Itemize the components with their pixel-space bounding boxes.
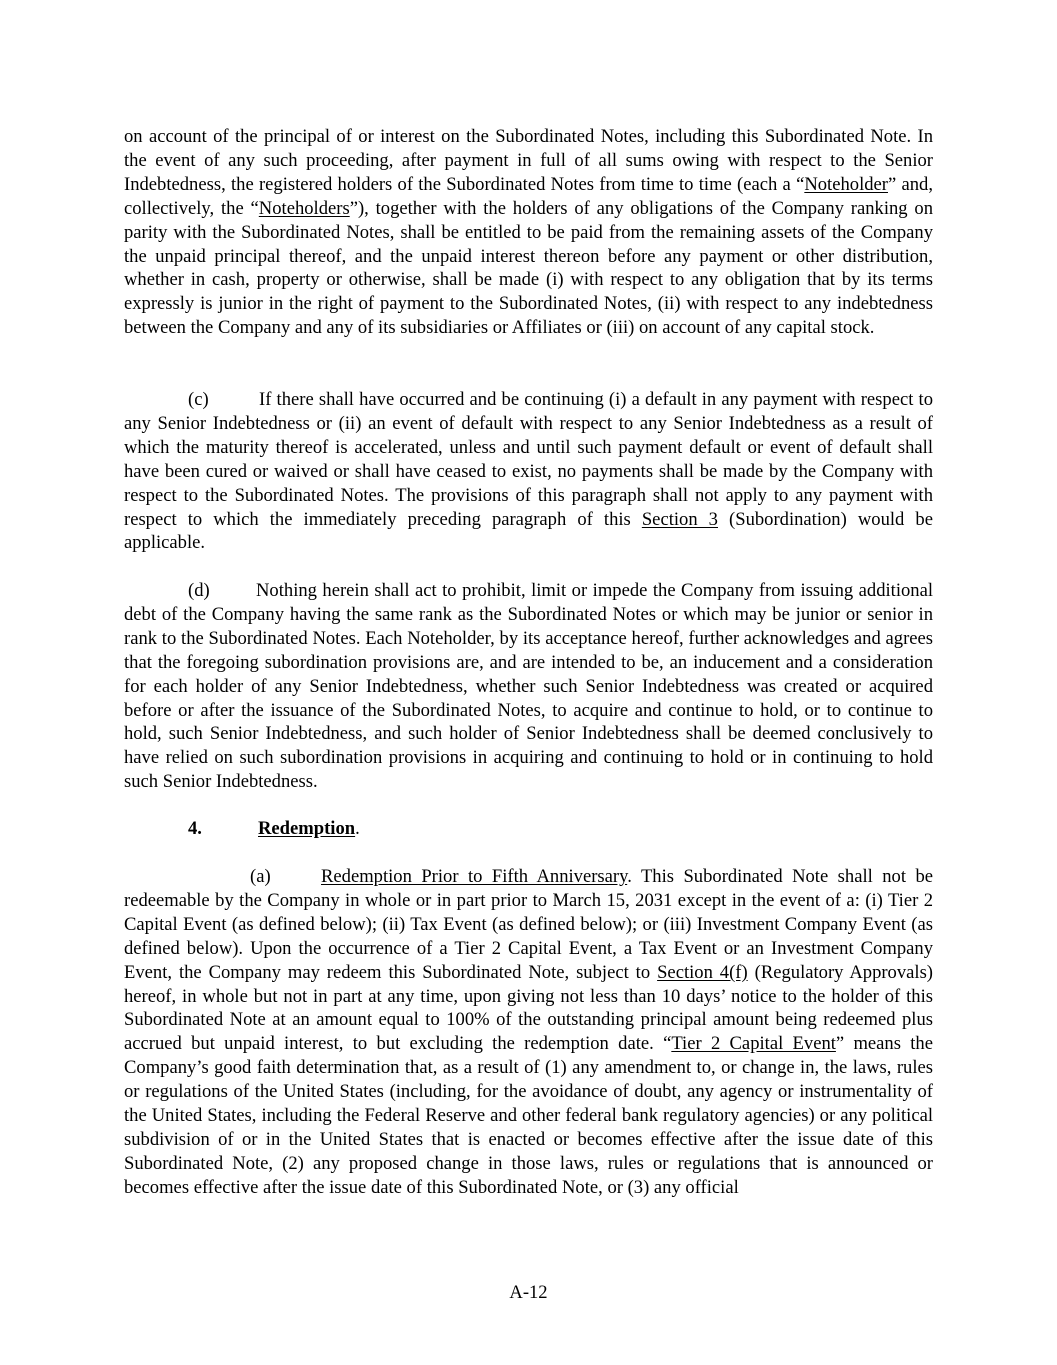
section-4-heading [188,817,360,841]
paragraph-c-label: (c) [188,389,209,410]
page-number: A-12 [509,1282,548,1303]
paragraph-4a-text-1: . This Subordinated Note shall not be redeemable by the Company in whole or in part prior to March 15, 2031 except in the event of a: (i) Tier 2 Capital Event (as defined below); (ii) Tax Event (as defined below); or (iii) Investment Company Event (as defined below). Upon the occurrence of a Tier 2 Capital Event, a Tax Event or an Investment Company Event, the Company may redeem this Subordinated Note, subject to [124,866,933,983]
paragraph-c [124,388,933,555]
section-4-number: 4. [188,818,202,839]
defined-term-tier-2-capital-event: Tier 2 Capital Event [671,1033,836,1055]
paragraph-b-text-3: ”), together with the holders of any obligations of the Company ranking on parity with the Subordinated Notes, shall be entitled to be paid from the remaining assets of the Company the unpaid principal thereof, and the unpaid interest thereon before any payment or other distribution, whether in cash, property or otherwise, shall be made (i) with respect to any obligation that by its terms expressly is junior in the right of payment to the Subordinated Notes, (ii) with respect to any indebtedness between the Company and any of its subsidiaries or Affiliates or (iii) on account of any capital stock. [124,197,933,339]
paragraph-d [124,579,933,794]
defined-term-noteholders: Noteholders [258,197,350,219]
section-3-reference: Section 3 [641,508,718,530]
paragraph-b-text-2: ” and, collectively, the “ [124,173,933,219]
paragraph-b-continued [124,125,933,340]
paragraph-4a-text-2: (Regulatory Approvals) hereof, in whole but not in part at any time, upon giving not less than 10 days’ notice to the holder of this Subordinated Note at an amount equal to 100% of the outstanding principal amount being redeemed plus accrued but unpaid interest, to but excluding the redemption date. “ [124,961,934,1055]
paragraph-d-text: Nothing herein shall act to prohibit, limit or impede the Company from issuing additional debt of the Company having the same rank as the Subordinated Notes or which may be junior or senior in rank to the Subordinated Notes. Each Noteholder, by its acceptance hereof, further acknowledges and agrees that the foregoing subordination provisions are, and are intended to be, an inducement and a consideration for each holder of any Senior Indebtedness, whether such Senior Indebtedness was created or acquired before or after the issuance of the Subordinated Notes, to acquire and continue to hold, or to continue to hold, such Senior Indebtedness, and such holder of Senior Indebtedness shall be deemed conclusively to have relied on such subordination provisions in acquiring and continuing to hold or in continuing to hold such Senior Indebtedness. [124,580,933,793]
section-4f-reference: Section 4(f) [657,961,748,983]
defined-term-noteholder: Noteholder [804,173,888,195]
paragraph-4a [124,865,933,1200]
paragraph-c-text-2: (Subordination) would be applicable. [124,508,933,554]
paragraph-c-text-1: If there shall have occurred and be continuing (i) a default in any payment with respect to any Senior Indebtedness or (ii) an event of default with respect to any Senior Indebtedness as a result of which the maturity thereof is accelerated, unless and until such payment default or event of default shall have been cured or waived or shall have ceased to exist, no payments shall be made by the Company with respect to the Subordinated Notes. The provisions of this paragraph shall not apply to any payment with respect to which the immediately preceding paragraph of this [124,389,933,530]
paragraph-d-label: (d) [188,580,210,601]
section-4-title-period: . [355,818,360,839]
paragraph-4a-caption: Redemption Prior to Fifth Anniversary [321,866,628,887]
section-4-title: Redemption [258,818,356,839]
paragraph-b-text-1: on account of the principal of or interest on the Subordinated Notes, including this Subordinated Note. In the event of any such proceeding, after payment in full of all sums owing with respect to the Senior Indebtedness, the registered holders of the Subordinated Notes from time to time (each a “ [124,126,933,195]
paragraph-4a-label: (a) [250,866,271,887]
paragraph-4a-text-3: ” means the Company’s good faith determination that, as a result of (1) any amendment to, or change in, the laws, rules or regulations of the United States (including, for the avoidance of doubt, any agency or instrumentality of the United States, including the Federal Reserve and other federal bank regulatory agencies) or any political subdivision of or in the United States that is enacted or becomes effective after the issue date of this Subordinated Note, (2) any proposed change in those laws, rules or regulations that is announced or becomes effective after the issue date of this Subordinated Note, or (3) any official [124,1033,933,1198]
